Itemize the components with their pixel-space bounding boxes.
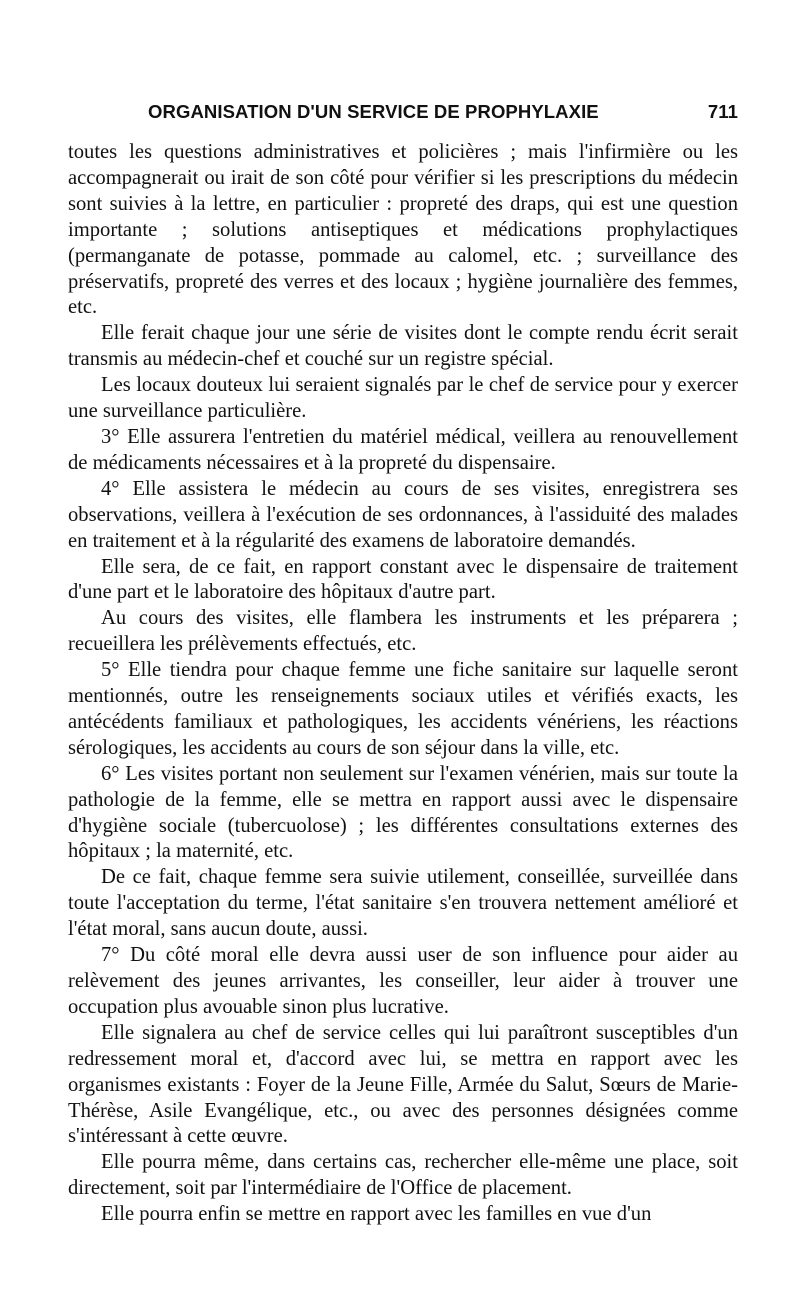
- paragraph-item-3: 3° Elle assurera l'entretien du matériel médical, veillera au renouvellement de médicaments nécessaires et à la propreté du dispensaire.: [68, 425, 738, 474]
- paragraph-item-4: 4° Elle assistera le médecin au cours de ses visites, enregistrera ses observations, veillera à l'exécution de ses ordonnances, à l'assiduité des malades en traitement et à la régularité des examens de laboratoire demandés.: [68, 477, 738, 552]
- paragraph-item-5: 5° Elle tiendra pour chaque femme une fiche sanitaire sur laquelle seront mentionnés, outre les renseignements sociaux utiles et vérifiés exacts, les antécédents familiaux et pathologiques, les accidents vénériens, les réactions sérologiques, les accidents au cours de son séjour dans la ville, etc.: [68, 659, 738, 759]
- paragraph: Elle sera, de ce fait, en rapport constant avec le dispensaire de traitement d'une part et le laboratoire des hôpitaux d'autre part.: [68, 555, 738, 604]
- paragraph-item-6: 6° Les visites portant non seulement sur l'examen vénérien, mais sur toute la pathologie de la femme, elle se mettra en rapport aussi avec le dispensaire d'hygiène sociale (tubercuolose) ; les différentes consultations externes des hôpitaux ; la maternité, etc.: [68, 762, 738, 863]
- body-text: [68, 140, 738, 1228]
- paragraph: Au cours des visites, elle flambera les instruments et les préparera ; recueillera les prélèvements effectués, etc.: [68, 607, 738, 656]
- paragraph: Elle pourra même, dans certains cas, rechercher elle-même une place, soit directement, soit par l'intermédiaire de l'Office de placement.: [68, 1151, 738, 1200]
- paragraph: De ce fait, chaque femme sera suivie utilement, conseillée, surveillée dans toute l'acceptation du terme, l'état sanitaire s'en trouvera nettement amélioré et l'état moral, sans aucun doute, aussi.: [68, 866, 738, 941]
- running-header: [68, 101, 738, 127]
- paragraph-continuation: toutes les questions administratives et policières ; mais l'infirmière ou les accompagnerait ou irait de son côté pour vérifier si les prescriptions du médecin sont suivies à la lettre, en particulier : propreté des draps, qui est une question importante ; solutions antiseptiques et médications prophylactiques (permanganate de potasse, pommade au calomel, etc. ; surveillance des préservatifs, propreté des verres et des locaux ; hygiène journalière des femmes, etc.: [68, 141, 738, 319]
- running-title: ORGANISATION D'UN SERVICE DE PROPHYLAXIE: [148, 101, 599, 122]
- paragraph: Les locaux douteux lui seraient signalés par le chef de service pour y exercer une surveillance particulière.: [68, 374, 738, 423]
- paragraph: Elle ferait chaque jour une série de visites dont le compte rendu écrit serait transmis au médecin-chef et couché sur un registre spécial.: [68, 322, 738, 371]
- paragraph: Elle signalera au chef de service celles qui lui paraîtront susceptibles d'un redressement moral et, d'accord avec lui, se mettra en rapport avec les organismes existants : Foyer de la Jeune Fille, Armée du Salut, Sœurs de Marie-Thérèse, Asile Evangélique, etc., ou avec des personnes désignées comme s'intéressant à cette œuvre.: [68, 1021, 738, 1148]
- page-number: 711: [707, 101, 738, 122]
- paragraph-item-7: 7° Du côté moral elle devra aussi user de son influence pour aider au relèvement des jeunes arrivantes, les conseiller, leur aider à trouver une occupation plus avouable sinon plus lucrative.: [68, 944, 738, 1018]
- paragraph-last: Elle pourra enfin se mettre en rapport avec les familles en vue d'un: [101, 1203, 652, 1226]
